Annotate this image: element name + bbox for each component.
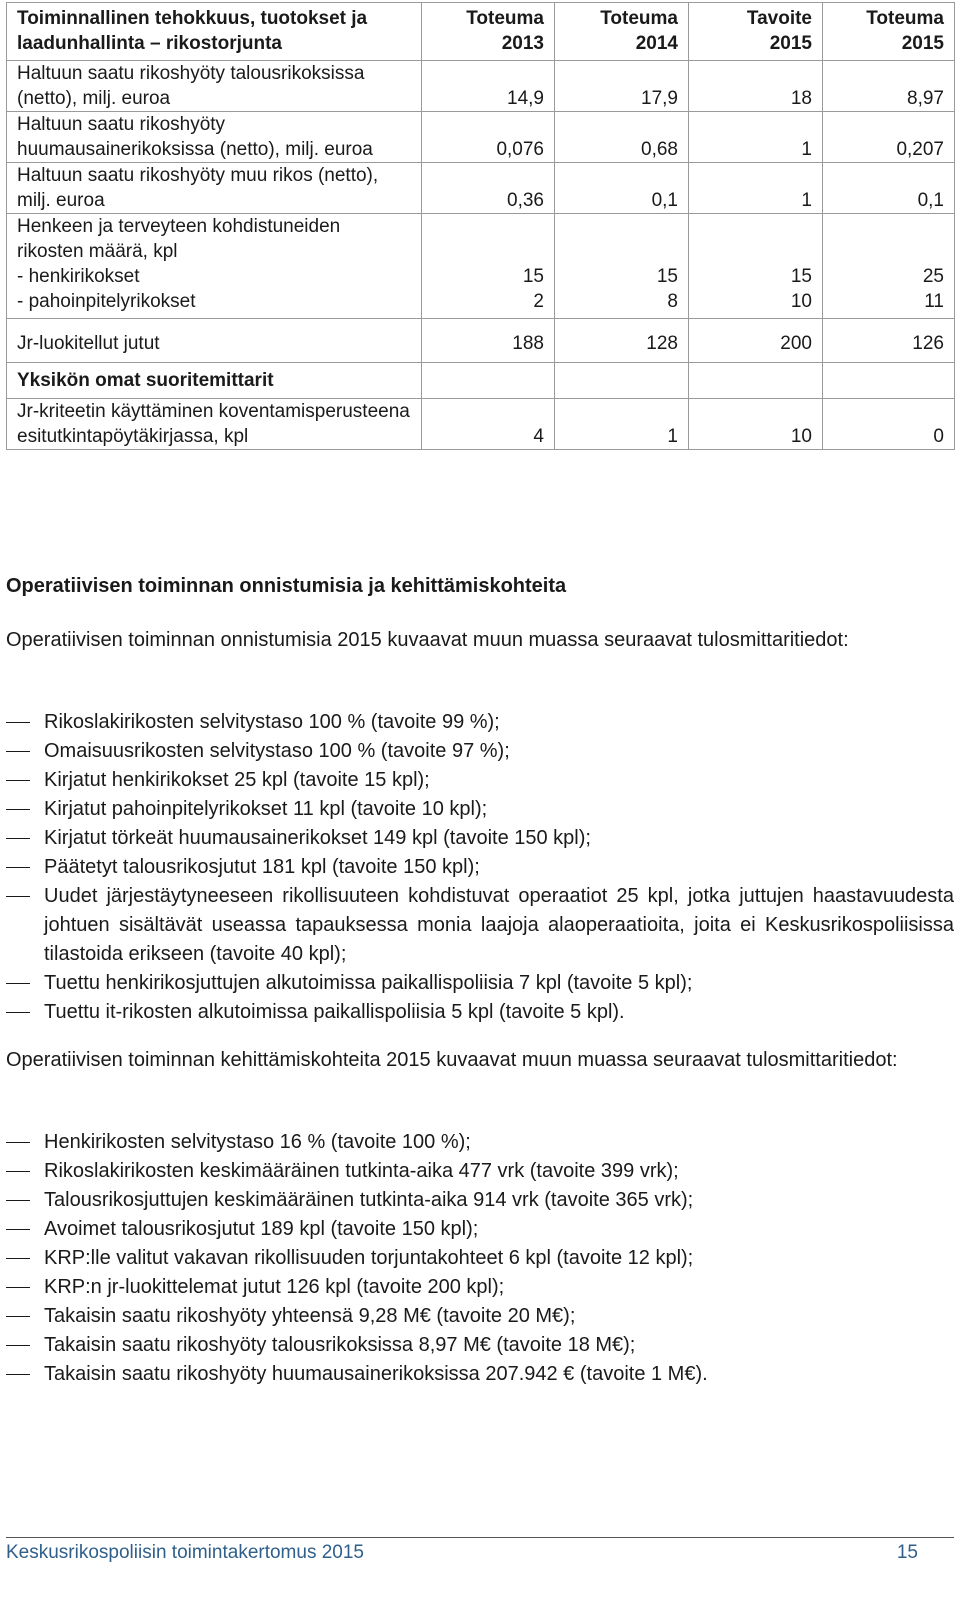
row-label: Haltuun saatu rikoshyöty talousrikoksissa (netto), milj. euroa xyxy=(7,61,422,112)
dash-bullet-icon xyxy=(6,896,30,897)
dash-bullet-icon xyxy=(6,1316,30,1317)
cell-2014: 1 xyxy=(555,399,689,450)
list-item: Takaisin saatu rikoshyöty huumausainerikoksissa 207.942 € (tavoite 1 M€). xyxy=(6,1360,954,1389)
header-toteuma-2015: Toteuma 2015 xyxy=(823,3,955,61)
cell-target-2015: 1 xyxy=(689,112,823,163)
row-label: Jr-luokitellut jutut xyxy=(7,319,422,363)
dash-bullet-icon xyxy=(6,1142,30,1143)
dash-bullet-icon xyxy=(6,809,30,810)
header-tavoite-2015: Tavoite 2015 xyxy=(689,3,823,61)
cell-target-2015: 10 xyxy=(689,399,823,450)
table-row-violence xyxy=(7,214,955,319)
cell-2014: 128 xyxy=(555,319,689,363)
list-item: Kirjatut törkeät huumausainerikokset 149 kpl (tavoite 150 kpl); xyxy=(6,824,954,853)
header-toteuma-2013: Toteuma 2013 xyxy=(422,3,555,61)
dash-bullet-icon xyxy=(6,1171,30,1172)
cell-target-2015: 18 xyxy=(689,61,823,112)
dash-bullet-icon xyxy=(6,983,30,984)
list-item: Avoimet talousrikosjutut 189 kpl (tavoite 150 kpl); xyxy=(6,1215,954,1244)
list-item: Tuettu it-rikosten alkutoimissa paikallispoliisia 5 kpl (tavoite 5 kpl). xyxy=(6,998,954,1027)
table-row xyxy=(7,163,955,214)
row-label: Haltuun saatu rikoshyöty huumausainerikoksissa (netto), milj. euroa xyxy=(7,112,422,163)
development-list xyxy=(6,1128,954,1389)
cell-2015: 126 xyxy=(823,319,955,363)
row-label: Jr-kriteetin käyttäminen koventamisperusteena esitutkintapöytäkirjassa, kpl xyxy=(7,399,422,450)
page-footer xyxy=(6,1541,946,1565)
page-number: 15 xyxy=(896,1542,918,1563)
list-item: Henkirikosten selvitystaso 16 % (tavoite 100 %); xyxy=(6,1128,954,1157)
header-indicator: Toiminnallinen tehokkuus, tuotokset ja laadunhallinta – rikostorjunta xyxy=(7,3,422,61)
table-section-row xyxy=(7,363,955,399)
dash-bullet-icon xyxy=(6,751,30,752)
list-item: Talousrikosjuttujen keskimääräinen tutkinta-aika 914 vrk (tavoite 365 vrk); xyxy=(6,1186,954,1215)
table-row xyxy=(7,319,955,363)
table-row xyxy=(7,399,955,450)
list-item: Kirjatut pahoinpitelyrikokset 11 kpl (tavoite 10 kpl); xyxy=(6,795,954,824)
cell-2015: 0,207 xyxy=(823,112,955,163)
list-item: Takaisin saatu rikoshyöty yhteensä 9,28 M€ (tavoite 20 M€); xyxy=(6,1302,954,1331)
cell-2013: 14,9 xyxy=(422,61,555,112)
footer-divider xyxy=(6,1537,954,1538)
cell-2013: 15 2 xyxy=(422,214,555,319)
list-item: Takaisin saatu rikoshyöty talousrikoksissa 8,97 M€ (tavoite 18 M€); xyxy=(6,1331,954,1360)
dash-bullet-icon xyxy=(6,1200,30,1201)
performance-table xyxy=(6,2,955,450)
header-toteuma-2014: Toteuma 2014 xyxy=(555,3,689,61)
list-item: Kirjatut henkirikokset 25 kpl (tavoite 15 kpl); xyxy=(6,766,954,795)
list-item: Uudet järjestäytyneeseen rikollisuuteen kohdistuvat operaatiot 25 kpl, jotka juttujen haastavuudesta johtuen sisältävät useassa tapauksessa monia laajoja alaoperaatioita, joita ei Keskusrikospoliisissa tilastoida erikseen (tavoite 40 kpl); xyxy=(6,882,954,969)
dash-bullet-icon xyxy=(6,1012,30,1013)
cell-2013: 0,36 xyxy=(422,163,555,214)
row-label: Henkeen ja terveyteen kohdistuneiden rikosten määrä, kpl - henkirikokset - pahoinpitelyrikokset xyxy=(7,214,422,319)
dash-bullet-icon xyxy=(6,722,30,723)
footer-title: Keskusrikospoliisin toimintakertomus 2015 xyxy=(6,1542,364,1563)
cell-2014: 15 8 xyxy=(555,214,689,319)
dash-bullet-icon xyxy=(6,780,30,781)
dash-bullet-icon xyxy=(6,867,30,868)
intro-successes: Operatiivisen toiminnan onnistumisia 2015 kuvaavat muun muassa seuraavat tulosmittaritiedot: xyxy=(6,629,849,651)
cell-2014: 0,68 xyxy=(555,112,689,163)
intro-development: Operatiivisen toiminnan kehittämiskohteita 2015 kuvaavat muun muassa seuraavat tulosmittaritiedot: xyxy=(6,1049,898,1071)
dash-bullet-icon xyxy=(6,1229,30,1230)
cell-2015: 8,97 xyxy=(823,61,955,112)
table-row xyxy=(7,61,955,112)
cell-2014: 0,1 xyxy=(555,163,689,214)
table-header-row xyxy=(7,3,955,61)
list-item: Tuettu henkirikosjuttujen alkutoimissa paikallispoliisia 7 kpl (tavoite 5 kpl); xyxy=(6,969,954,998)
cell-2013: 4 xyxy=(422,399,555,450)
section-label: Yksikön omat suoritemittarit xyxy=(7,363,422,399)
cell-2013: 0,076 xyxy=(422,112,555,163)
dash-bullet-icon xyxy=(6,1258,30,1259)
cell-2013: 188 xyxy=(422,319,555,363)
cell-2014: 17,9 xyxy=(555,61,689,112)
row-label: Haltuun saatu rikoshyöty muu rikos (netto), milj. euroa xyxy=(7,163,422,214)
cell-2015: 0,1 xyxy=(823,163,955,214)
dash-bullet-icon xyxy=(6,1287,30,1288)
list-item: Omaisuusrikosten selvitystaso 100 % (tavoite 97 %); xyxy=(6,737,954,766)
section-heading: Operatiivisen toiminnan onnistumisia ja kehittämiskohteita xyxy=(6,575,567,597)
dash-bullet-icon xyxy=(6,1345,30,1346)
cell-target-2015: 200 xyxy=(689,319,823,363)
dash-bullet-icon xyxy=(6,1374,30,1375)
cell-target-2015: 15 10 xyxy=(689,214,823,319)
list-item: Rikoslakirikosten selvitystaso 100 % (tavoite 99 %); xyxy=(6,708,954,737)
cell-target-2015: 1 xyxy=(689,163,823,214)
cell-2015: 0 xyxy=(823,399,955,450)
dash-bullet-icon xyxy=(6,838,30,839)
table-row xyxy=(7,112,955,163)
successes-list xyxy=(6,708,954,1027)
cell-2015: 25 11 xyxy=(823,214,955,319)
list-item: Päätetyt talousrikosjutut 181 kpl (tavoite 150 kpl); xyxy=(6,853,954,882)
list-item: KRP:lle valitut vakavan rikollisuuden torjuntakohteet 6 kpl (tavoite 12 kpl); xyxy=(6,1244,954,1273)
list-item: Rikoslakirikosten keskimääräinen tutkinta-aika 477 vrk (tavoite 399 vrk); xyxy=(6,1157,954,1186)
list-item: KRP:n jr-luokittelemat jutut 126 kpl (tavoite 200 kpl); xyxy=(6,1273,954,1302)
